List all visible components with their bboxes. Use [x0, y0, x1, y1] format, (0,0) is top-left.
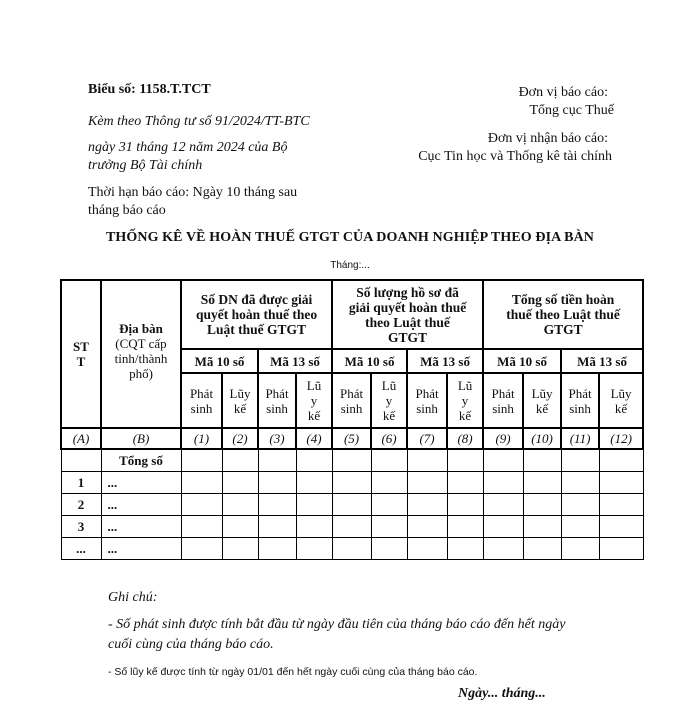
sub-luy-ke: Lũy kế	[599, 373, 643, 428]
group-amount-header: Tổng số tiền hoàn thuế theo Luật thuế GTGT	[483, 280, 643, 349]
area-header: Địa bàn (CQT cấp tỉnh/thành phố)	[101, 280, 181, 428]
table-row	[61, 471, 643, 493]
table-row	[61, 515, 643, 537]
total-label: Tổng số	[101, 449, 181, 471]
code-13-header-1: Mã 13 số	[258, 349, 332, 373]
stt-header: ST T	[61, 280, 101, 428]
total-row	[61, 449, 643, 471]
index-cell: (11)	[561, 428, 599, 449]
row-area: ...	[101, 471, 181, 493]
receiving-unit: Cục Tin học và Thống kê tài chính	[418, 149, 612, 164]
group-dossiers-header: Số lượng hồ sơ đã giải quyết hoàn thuế theo Luật thuế GTGT	[332, 280, 483, 349]
deadline-line-1: Thời hạn báo cáo: Ngày 10 tháng sau	[88, 185, 298, 200]
deadline-line-2: tháng báo cáo	[88, 203, 166, 218]
index-cell: (B)	[101, 428, 181, 449]
index-cell: (7)	[407, 428, 447, 449]
index-cell: (1)	[181, 428, 222, 449]
header-row-groups	[61, 280, 643, 349]
note-2: - Số lũy kế được tính từ ngày 01/01 đến hết ngày cuối cùng của tháng báo cáo.	[108, 666, 478, 678]
code-13-header-3: Mã 13 số	[561, 349, 643, 373]
index-cell: (10)	[523, 428, 561, 449]
index-cell: (3)	[258, 428, 296, 449]
sub-luy-ke: Lũ y kế	[371, 373, 407, 428]
sub-phat-sinh: Phát sinh	[561, 373, 599, 428]
code-13-header-2: Mã 13 số	[407, 349, 483, 373]
index-cell: (5)	[332, 428, 371, 449]
row-stt: ...	[61, 537, 101, 559]
refund-statistics-table	[60, 279, 644, 560]
row-area: ...	[101, 493, 181, 515]
sub-phat-sinh: Phát sinh	[181, 373, 222, 428]
row-area: ...	[101, 537, 181, 559]
month-field: Tháng:...	[330, 260, 370, 271]
sub-luy-ke: Lũy kế	[523, 373, 561, 428]
row-stt: 3	[61, 515, 101, 537]
index-cell: (8)	[447, 428, 483, 449]
group-enterprises-header: Số DN đã được giải quyết hoàn thuế theo Luật thuế GTGT	[181, 280, 332, 349]
form-number: Biểu số: 1158.T.TCT	[88, 82, 211, 97]
row-stt: 2	[61, 493, 101, 515]
attached-circular-line-2: ngày 31 tháng 12 năm 2024 của Bộ	[88, 140, 288, 155]
index-cell: (2)	[222, 428, 258, 449]
index-cell: (6)	[371, 428, 407, 449]
reporting-unit-label: Đơn vị báo cáo:	[518, 85, 608, 100]
attached-circular-line-1: Kèm theo Thông tư số 91/2024/TT-BTC	[88, 114, 310, 129]
sub-phat-sinh: Phát sinh	[407, 373, 447, 428]
index-cell: (A)	[61, 428, 101, 449]
date-line: Ngày... tháng...	[458, 686, 546, 701]
table-row	[61, 537, 643, 559]
report-title: THỐNG KÊ VỀ HOÀN THUẾ GTGT CỦA DOANH NGHIỆP THEO ĐỊA BÀN	[105, 230, 595, 245]
sub-luy-ke: Lũ y kế	[296, 373, 332, 428]
sub-phat-sinh: Phát sinh	[258, 373, 296, 428]
index-cell: (4)	[296, 428, 332, 449]
row-stt: 1	[61, 471, 101, 493]
reporting-unit: Tổng cục Thuế	[529, 103, 614, 118]
row-area: ...	[101, 515, 181, 537]
sub-phat-sinh: Phát sinh	[483, 373, 523, 428]
column-index-row	[61, 428, 643, 449]
table-row	[61, 493, 643, 515]
code-10-header-1: Mã 10 số	[181, 349, 258, 373]
sub-phat-sinh: Phát sinh	[332, 373, 371, 428]
notes-heading: Ghi chú:	[108, 590, 158, 605]
sub-luy-ke: Lũy kế	[222, 373, 258, 428]
note-1-line-2: cuối cùng của tháng báo cáo.	[108, 637, 274, 652]
note-1-line-1: - Số phát sinh được tính bắt đầu từ ngày đầu tiên của tháng báo cáo đến hết ngày	[108, 617, 566, 632]
code-10-header-3: Mã 10 số	[483, 349, 561, 373]
index-cell: (12)	[599, 428, 643, 449]
receiving-unit-label: Đơn vị nhận báo cáo:	[487, 131, 608, 146]
attached-circular-line-3: trưởng Bộ Tài chính	[88, 158, 203, 173]
sub-luy-ke: Lũ y kế	[447, 373, 483, 428]
code-10-header-2: Mã 10 số	[332, 349, 407, 373]
index-cell: (9)	[483, 428, 523, 449]
